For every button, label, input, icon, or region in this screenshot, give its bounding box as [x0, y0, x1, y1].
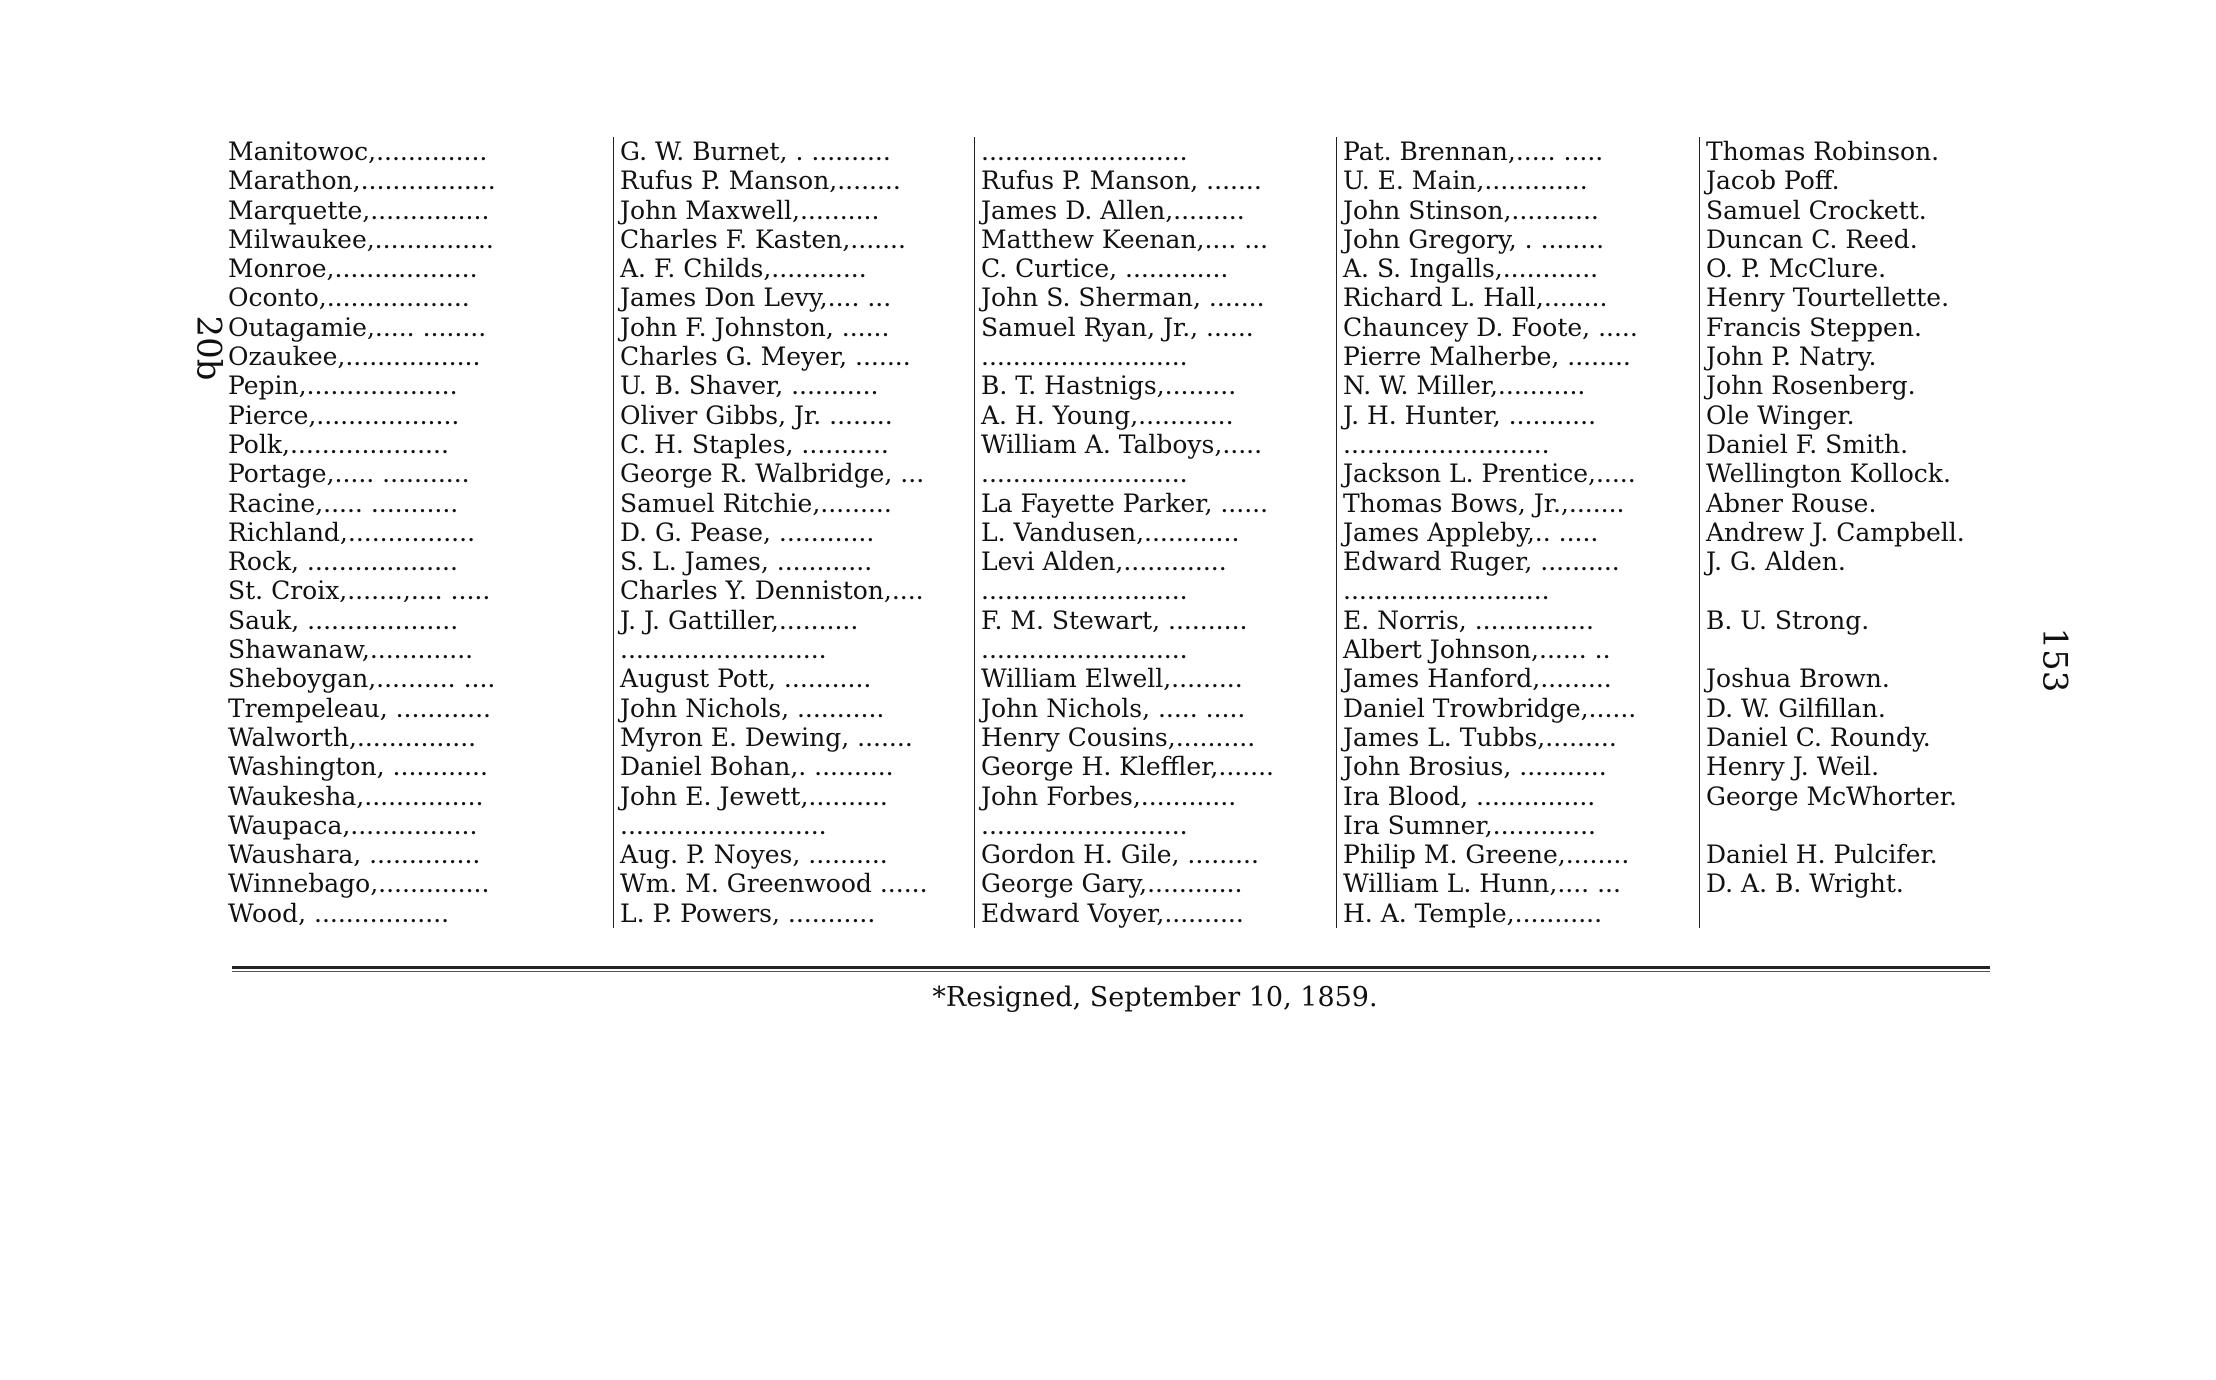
table-row — [228, 547, 2003, 576]
officer-name-cell: James D. Allen,......... — [974, 196, 1336, 225]
table-row — [228, 196, 2003, 225]
officer-name-cell: Chauncey D. Foote, ..... — [1336, 313, 1699, 342]
table-row — [228, 752, 2003, 781]
officer-name-cell: Jackson L. Prentice,..... — [1336, 459, 1699, 488]
officer-name-cell: J. H. Hunter, ........... — [1336, 401, 1699, 430]
officer-name-cell: D. G. Pease, ............ — [613, 518, 974, 547]
officer-name-cell: .......................... — [1336, 576, 1699, 605]
officer-name-cell: John Forbes,............ — [974, 782, 1336, 811]
officer-name-cell: Duncan C. Reed. — [1699, 225, 2003, 254]
officer-name-cell: William Elwell,......... — [974, 664, 1336, 693]
table-row — [228, 166, 2003, 195]
officer-name-cell: John Nichols, ........... — [613, 694, 974, 723]
officer-name-cell: Thomas Robinson. — [1699, 137, 2003, 166]
officer-name-cell: John P. Natry. — [1699, 342, 2003, 371]
county-name-cell: Milwaukee,............... — [228, 224, 494, 254]
table-row — [228, 869, 2003, 898]
officer-name-cell: Henry J. Weil. — [1699, 752, 2003, 781]
county-name-cell: Waupaca,................ — [228, 810, 478, 840]
officer-name-cell: James Hanford,......... — [1336, 664, 1699, 693]
footnote: *Resigned, September 10, 1859. — [932, 982, 1378, 1013]
table-row — [228, 723, 2003, 752]
officer-name-cell: Samuel Ritchie,......... — [613, 489, 974, 518]
table-row — [228, 694, 2003, 723]
officer-name-cell: Ira Sumner,............. — [1336, 811, 1699, 840]
county-name-cell: Rock, ................... — [228, 547, 458, 577]
table-bottom-rule-thin — [232, 971, 1990, 972]
officer-name-cell: Abner Rouse. — [1699, 489, 2003, 518]
officer-name-cell: B. U. Strong. — [1699, 606, 2003, 635]
officer-name-cell: Matthew Keenan,.... ... — [974, 225, 1336, 254]
table-row — [228, 459, 2003, 488]
officer-name-cell: James L. Tubbs,......... — [1336, 723, 1699, 752]
officer-name-cell — [1699, 811, 2003, 840]
officer-name-cell: L. Vandusen,............ — [974, 518, 1336, 547]
officer-name-cell: William A. Talboys,..... — [974, 430, 1336, 459]
county-name-cell: Ozaukee,................. — [228, 342, 481, 372]
officer-name-cell: Richard L. Hall,........ — [1336, 283, 1699, 312]
officer-name-cell: A. S. Ingalls,............ — [1336, 254, 1699, 283]
officer-name-cell: .......................... — [974, 576, 1336, 605]
table-row — [228, 664, 2003, 693]
officer-name-cell: Henry Cousins,.......... — [974, 723, 1336, 752]
officer-name-cell: John E. Jewett,.......... — [613, 782, 974, 811]
officer-name-cell: Charles G. Meyer, ....... — [613, 342, 974, 371]
county-name-cell: Oconto,.................. — [228, 283, 470, 313]
table-row — [228, 342, 2003, 371]
officer-name-cell: C. Curtice, ............. — [974, 254, 1336, 283]
officer-name-cell: L. P. Powers, ........... — [613, 899, 974, 928]
county-name-cell: St. Croix,.......,.... ..... — [228, 576, 491, 606]
county-name-cell: Waukesha,............... — [228, 781, 484, 811]
officer-name-cell — [1699, 576, 2003, 605]
officer-name-cell — [1699, 899, 2003, 928]
officer-name-cell: John Gregory, . ........ — [1336, 225, 1699, 254]
officer-name-cell: Wm. M. Greenwood ...... — [613, 869, 974, 898]
table-row — [228, 137, 2003, 166]
officer-name-cell: George R. Walbridge, ... — [613, 459, 974, 488]
officer-name-cell: Ole Winger. — [1699, 401, 2003, 430]
table-row — [228, 401, 2003, 430]
county-name-cell: Washington, ............ — [228, 752, 488, 782]
officer-name-cell: A. F. Childs,............ — [613, 254, 974, 283]
officer-name-cell: Edward Voyer,.......... — [974, 899, 1336, 928]
table-row — [228, 576, 2003, 605]
county-name-cell: Portage,..... ........... — [228, 459, 470, 489]
officer-name-cell: N. W. Miller,........... — [1336, 371, 1699, 400]
officer-name-cell: Daniel Bohan,. .......... — [613, 752, 974, 781]
officer-name-cell: Samuel Crockett. — [1699, 196, 2003, 225]
officer-name-cell: Charles F. Kasten,....... — [613, 225, 974, 254]
officer-name-cell: Myron E. Dewing, ....... — [613, 723, 974, 752]
table-row — [228, 782, 2003, 811]
officer-name-cell: Edward Ruger, .......... — [1336, 547, 1699, 576]
officer-name-cell: .......................... — [613, 635, 974, 664]
county-name-cell: Polk,.................... — [228, 429, 449, 459]
officer-name-cell: La Fayette Parker, ...... — [974, 489, 1336, 518]
officer-name-cell: Pat. Brennan,..... ..... — [1336, 137, 1699, 166]
officer-name-cell: Francis Steppen. — [1699, 313, 2003, 342]
officer-name-cell: .......................... — [974, 635, 1336, 664]
officer-name-cell: Daniel F. Smith. — [1699, 430, 2003, 459]
officer-name-cell: Andrew J. Campbell. — [1699, 518, 2003, 547]
county-name-cell: Winnebago,.............. — [228, 869, 490, 899]
officer-name-cell: F. M. Stewart, .......... — [974, 606, 1336, 635]
officer-name-cell: .......................... — [974, 342, 1336, 371]
officer-name-cell: Jacob Poff. — [1699, 166, 2003, 195]
county-name-cell: Pepin,................... — [228, 371, 458, 401]
officer-name-cell: .......................... — [1336, 430, 1699, 459]
table-row — [228, 518, 2003, 547]
officer-name-cell: James Don Levy,.... ... — [613, 283, 974, 312]
side-page-number-right: 153 — [2034, 627, 2075, 693]
officer-name-cell: John Nichols, ..... ..... — [974, 694, 1336, 723]
county-name-cell: Sauk, ................... — [228, 605, 459, 635]
county-officers-table — [228, 137, 2003, 928]
officer-name-cell: John Rosenberg. — [1699, 371, 2003, 400]
table-row — [228, 811, 2003, 840]
table-row — [228, 254, 2003, 283]
county-name-cell: Marquette,............... — [228, 195, 490, 225]
officer-name-cell: Albert Johnson,...... .. — [1336, 635, 1699, 664]
officer-name-cell: .......................... — [613, 811, 974, 840]
officer-name-cell: August Pott, ........... — [613, 664, 974, 693]
officer-name-cell: Rufus P. Manson, ....... — [974, 166, 1336, 195]
county-name-cell: Walworth,............... — [228, 722, 477, 752]
table-row — [228, 430, 2003, 459]
officer-name-cell: Aug. P. Noyes, .......... — [613, 840, 974, 869]
officer-name-cell: Gordon H. Gile, ......... — [974, 840, 1336, 869]
officer-name-cell: Thomas Bows, Jr.,....... — [1336, 489, 1699, 518]
officer-name-cell: E. Norris, ............... — [1336, 606, 1699, 635]
officer-name-cell: Philip M. Greene,........ — [1336, 840, 1699, 869]
officer-name-cell: U. B. Shaver, ........... — [613, 371, 974, 400]
officer-name-cell: Ira Blood, ............... — [1336, 782, 1699, 811]
officer-name-cell: John Brosius, ........... — [1336, 752, 1699, 781]
county-name-cell: Waushara, .............. — [228, 840, 481, 870]
table-row — [228, 840, 2003, 869]
officer-name-cell: .......................... — [974, 137, 1336, 166]
officer-name-cell: Samuel Ryan, Jr., ...... — [974, 313, 1336, 342]
table-bottom-rule — [232, 966, 1990, 969]
officer-name-cell: D. W. Gilfillan. — [1699, 694, 2003, 723]
table-row — [228, 489, 2003, 518]
county-name-cell: Outagamie,..... ........ — [228, 312, 487, 342]
officer-name-cell: Joshua Brown. — [1699, 664, 2003, 693]
officer-name-cell: Oliver Gibbs, Jr. ........ — [613, 401, 974, 430]
officer-name-cell: John F. Johnston, ...... — [613, 313, 974, 342]
officer-name-cell: John S. Sherman, ....... — [974, 283, 1336, 312]
officer-name-cell: B. T. Hastnigs,......... — [974, 371, 1336, 400]
officer-name-cell: H. A. Temple,........... — [1336, 899, 1699, 928]
officer-name-cell: Charles Y. Denniston,.... — [613, 576, 974, 605]
county-name-cell: Marathon,................. — [228, 166, 496, 196]
county-name-cell: Wood, ................. — [228, 898, 450, 928]
officer-name-cell: John Stinson,........... — [1336, 196, 1699, 225]
officer-name-cell: George Gary,............ — [974, 869, 1336, 898]
county-name-cell: Richland,................ — [228, 517, 476, 547]
officer-name-cell: J. G. Alden. — [1699, 547, 2003, 576]
county-name-cell: Manitowoc,.............. — [228, 137, 488, 166]
officer-name-cell: G. W. Burnet, . .......... — [613, 137, 974, 166]
officer-name-cell: Henry Tourtellette. — [1699, 283, 2003, 312]
county-name-cell: Shawanaw,............. — [228, 635, 474, 665]
officer-name-cell: Daniel Trowbridge,...... — [1336, 694, 1699, 723]
officer-name-cell: C. H. Staples, ........... — [613, 430, 974, 459]
county-name-cell: Pierce,.................. — [228, 400, 460, 430]
table-row — [228, 606, 2003, 635]
officer-name-cell: S. L. James, ............ — [613, 547, 974, 576]
table-row — [228, 313, 2003, 342]
table-row — [228, 371, 2003, 400]
officer-name-cell: Daniel H. Pulcifer. — [1699, 840, 2003, 869]
officer-name-cell: Wellington Kollock. — [1699, 459, 2003, 488]
officer-name-cell: J. J. Gattiller,.......... — [613, 606, 974, 635]
officer-name-cell: George McWhorter. — [1699, 782, 2003, 811]
officer-name-cell: John Maxwell,.......... — [613, 196, 974, 225]
officer-name-cell: U. E. Main,............. — [1336, 166, 1699, 195]
officer-name-cell: Daniel C. Roundy. — [1699, 723, 2003, 752]
officer-name-cell: A. H. Young,............ — [974, 401, 1336, 430]
table-row — [228, 635, 2003, 664]
county-name-cell: Racine,..... ........... — [228, 488, 459, 518]
officer-name-cell: Levi Alden,............. — [974, 547, 1336, 576]
officer-name-cell: James Appleby,.. ..... — [1336, 518, 1699, 547]
county-name-cell: Sheboygan,.......... .... — [228, 664, 496, 694]
table-row — [228, 225, 2003, 254]
officer-name-cell: O. P. McClure. — [1699, 254, 2003, 283]
county-name-cell: Trempeleau, ............ — [228, 693, 491, 723]
officer-name-cell: .......................... — [974, 459, 1336, 488]
officer-name-cell: .......................... — [974, 811, 1336, 840]
officer-name-cell: George H. Kleffler,....... — [974, 752, 1336, 781]
officer-name-cell: D. A. B. Wright. — [1699, 869, 2003, 898]
table-row — [228, 283, 2003, 312]
table-row — [228, 899, 2003, 928]
officer-name-cell: Pierre Malherbe, ........ — [1336, 342, 1699, 371]
officer-name-cell — [1699, 635, 2003, 664]
county-name-cell: Monroe,.................. — [228, 254, 478, 284]
officer-name-cell: Rufus P. Manson,........ — [613, 166, 974, 195]
officer-name-cell: William L. Hunn,.... ... — [1336, 869, 1699, 898]
side-page-label-left: 20b — [188, 315, 229, 381]
